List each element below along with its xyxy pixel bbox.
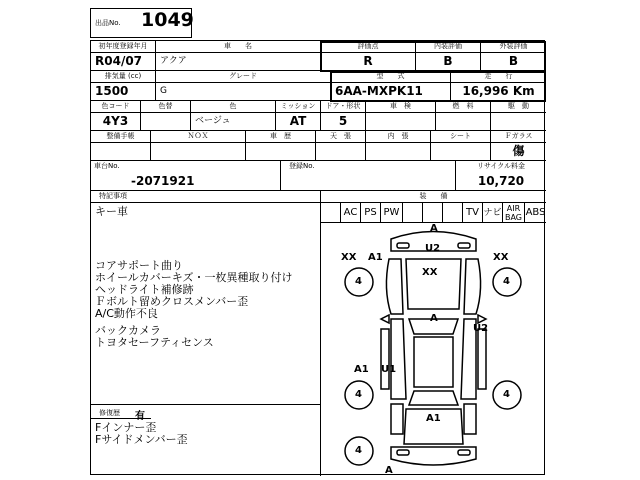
mark-roof: A (430, 313, 438, 324)
recycle-header: リサイクル料金 (476, 162, 526, 170)
drive-value (491, 113, 546, 131)
interior-value: B (416, 53, 481, 71)
seat-header: シート (431, 131, 491, 143)
car-diagram (321, 219, 546, 476)
fuel-value (436, 113, 491, 131)
registration-header: 登録No. (289, 162, 315, 170)
mission-value: AT (276, 113, 321, 131)
color-change-value (141, 113, 191, 131)
interior-lining-value (366, 143, 431, 161)
auction-sheet (90, 40, 545, 475)
model-header: 型 式 (331, 71, 451, 83)
mark-rr-wheel: 4 (503, 389, 510, 400)
mark-rf-fender: XX (493, 252, 509, 263)
mark-l-door-a1: A1 (354, 364, 369, 375)
note-item: コアサポート曲り (95, 259, 183, 272)
repair-note-item: Fサイドメンバー歪 (95, 433, 188, 446)
equip-airbag: AIR BAG (503, 203, 525, 223)
mission-header: ミッション (276, 101, 321, 113)
manual-value (91, 143, 151, 161)
sunroof-header: 天 張 (316, 131, 366, 143)
displacement-value: 1500 (91, 83, 156, 101)
chassis-header: 車台No. (94, 162, 120, 170)
nox-header: ＮＯＸ (151, 131, 246, 143)
registration-cell (281, 161, 456, 191)
mark-lr-wheel: 4 (355, 389, 362, 400)
mark-front: A (430, 223, 438, 234)
equip-pw: PW (381, 203, 403, 223)
doors-header: ドア・形状 (321, 101, 366, 113)
mark-rf-wheel: 4 (503, 276, 510, 287)
model-value: 6AA-MXPK11 (331, 83, 451, 101)
mark-r-door: U2 (473, 323, 489, 334)
color-change-header: 色替 (141, 101, 191, 113)
repair-notes (95, 422, 188, 446)
score-value: R (321, 53, 416, 71)
equip-navi: ナビ (483, 203, 503, 223)
exterior-header: 外装評価 (481, 41, 546, 53)
notes-block (95, 260, 293, 320)
note-item: ヘッドライト補修跡 (95, 283, 194, 296)
sunroof-value (316, 143, 366, 161)
score-header: 評価点 (321, 41, 416, 53)
interior-header: 内装評価 (416, 41, 481, 53)
lot-label: 出品No. (95, 19, 121, 27)
seat-value (431, 143, 491, 161)
mark-lf-a1: A1 (368, 252, 383, 263)
recycle-value: 10,720 (477, 174, 525, 188)
equipment-header: 装 備 (321, 191, 546, 203)
color-code-value: 4Y3 (91, 113, 141, 131)
nox-value (151, 143, 246, 161)
exterior-value: B (481, 53, 546, 71)
note-item: ホイールカバーキズ・一枚異種取り付け (95, 271, 293, 284)
note-item: A/C動作不良 (95, 307, 158, 320)
notes-block2 (95, 325, 214, 349)
mark-rear-wheel: 4 (355, 445, 362, 456)
equip-ac: AC (341, 203, 361, 223)
year-header: 初年度登録年月 (91, 41, 156, 53)
mark-hood: XX (422, 267, 438, 278)
recycle-cell (456, 161, 546, 191)
manual-header: 整備手帳 (91, 131, 151, 143)
displacement-header: 排気量 (cc) (91, 71, 156, 83)
chassis-cell (91, 161, 281, 191)
mark-lf-fender: XX (341, 252, 357, 263)
doors-value: 5 (321, 113, 366, 131)
note-item: バックカメラ (95, 324, 161, 337)
interior-lining-header: 内 張 (366, 131, 431, 143)
notes-line1: キー車 (95, 205, 128, 218)
model-highlight-box (330, 71, 546, 102)
lot-number-box (90, 8, 192, 38)
notes-header: 特記事項 (91, 191, 321, 203)
fuel-header: 燃 料 (436, 101, 491, 113)
mark-bumper: U2 (425, 243, 441, 254)
chassis-value: -2071921 (131, 174, 195, 188)
name-header: 車 名 (156, 41, 321, 53)
repair-note-item: Fインナー歪 (95, 421, 157, 434)
mileage-header: 走 行 (451, 71, 546, 83)
mark-lf-wheel: 4 (355, 276, 362, 287)
score-highlight-box (320, 41, 546, 72)
grade-header: グレード (156, 71, 331, 83)
color-header: 色 (191, 101, 276, 113)
note-item: トヨタセーフティセンス (95, 336, 214, 349)
history-header: 車 歴 (246, 131, 316, 143)
equip-ps: PS (361, 203, 381, 223)
drive-header: 駆 動 (491, 101, 546, 113)
inspection-header: 車 検 (366, 101, 436, 113)
lot-number: 1049 (141, 9, 194, 31)
equip-tv: TV (463, 203, 483, 223)
color-code-header: 色コード (91, 101, 141, 113)
inspection-value (366, 113, 436, 131)
year-value: R04/07 (91, 53, 156, 71)
repair-area (91, 405, 321, 476)
name-value: アクア (156, 53, 321, 71)
history-value (246, 143, 316, 161)
mark-l-door-u1: U1 (381, 364, 397, 375)
repair-value: 有 (135, 411, 145, 422)
equip-abs: ABS (525, 207, 546, 218)
note-item: Ｆボルト留めクロスメンバー歪 (95, 295, 249, 308)
mark-rear: A (385, 465, 393, 476)
color-value: ベージュ (191, 113, 276, 131)
glass-header: Ｆガラス (491, 131, 546, 143)
repair-header: 修復歴 (91, 407, 151, 419)
grade-value: G (156, 83, 331, 101)
mark-trunk: A1 (426, 413, 441, 424)
mileage-value: 16,996 Km (451, 83, 546, 101)
glass-value: 傷 (491, 143, 546, 161)
